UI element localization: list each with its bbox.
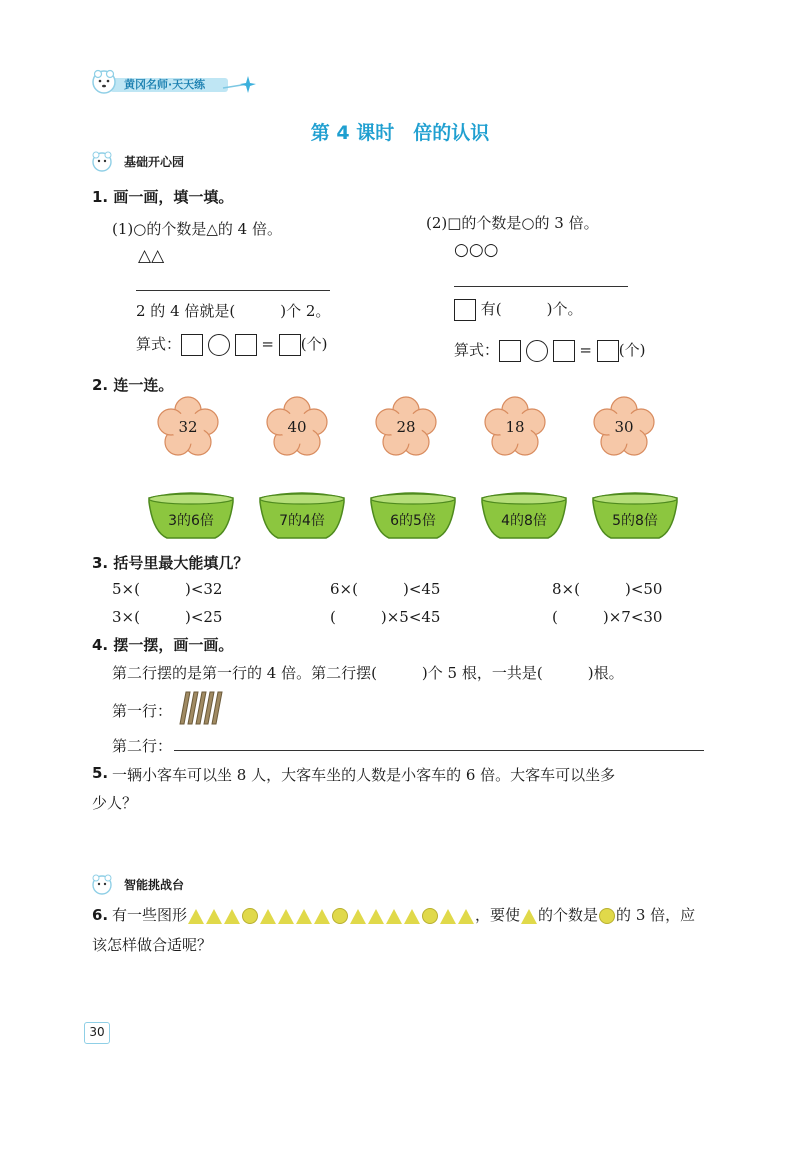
section-header-basic (88, 150, 228, 172)
operator-circle[interactable] (526, 340, 548, 362)
q4-heading: 4. 摆一摆，画一画。 (92, 636, 234, 654)
circle-icon (332, 908, 348, 924)
q3-cell: 8×( )<50 (552, 580, 663, 598)
q1a-draw-line (136, 290, 330, 291)
unit-label: (个) (300, 335, 328, 353)
section-title: 基础开心园 (124, 155, 185, 169)
pot-label: 7的4倍 (279, 513, 325, 529)
q6-line1 (112, 904, 695, 925)
pot-label: 3的6倍 (168, 513, 214, 529)
flower-row (155, 396, 675, 466)
q1-heading: 1. 画一画，填一填。 (92, 188, 234, 206)
q3-cell: 6×( )<45 (330, 580, 441, 598)
unit-label: (个) (618, 341, 646, 359)
triangle-icon (404, 909, 420, 924)
q2-heading: 2. 连一连。 (92, 376, 174, 394)
sticks-icon (172, 690, 224, 726)
circle-icon (599, 908, 615, 924)
circle-icon (422, 908, 438, 924)
q1a-prompt: (1)○的个数是△的 4 倍。 (112, 220, 282, 238)
answer-box[interactable] (279, 334, 301, 356)
flower-item[interactable] (593, 396, 655, 458)
flower-item[interactable] (266, 396, 328, 458)
triangle-icon (458, 909, 474, 924)
q1b-formula (454, 339, 645, 362)
pot-label: 4的8倍 (501, 513, 547, 529)
q4-row1-label: 第一行： (112, 702, 173, 720)
pot-item[interactable] (256, 490, 348, 540)
triangle-icon (521, 909, 537, 924)
triangle-icon (260, 909, 276, 924)
q6-text-d: 的 3 倍，应 (616, 906, 696, 924)
shape-sequence (187, 906, 475, 924)
answer-box[interactable] (553, 340, 575, 362)
flower-number: 30 (614, 418, 634, 436)
section-header-challenge (88, 873, 228, 895)
q1a-fill: 2 的 4 倍就是( )个 2。 (136, 302, 331, 320)
pot-label: 6的5倍 (390, 513, 436, 529)
q4-text: 第二行摆的是第一行的 4 倍。第二行摆( )个 5 根，一共是( )根。 (112, 664, 624, 682)
q6-number: 6. (92, 906, 109, 924)
q5-number: 5. (92, 764, 109, 782)
pot-item[interactable] (589, 490, 681, 540)
formula-label: 算式： (136, 335, 182, 353)
answer-box[interactable] (454, 299, 476, 321)
q1b-fill-row (454, 298, 583, 321)
triangle-icon (440, 909, 456, 924)
pot-item[interactable] (145, 490, 237, 540)
equals-sign: = (261, 335, 274, 353)
bear-icon (88, 873, 118, 895)
page-number: 30 (89, 1025, 105, 1039)
q6-text-a: 有一些图形 (112, 906, 188, 924)
flower-number: 28 (396, 418, 416, 436)
q3-cell: 5×( )<32 (112, 580, 223, 598)
q6-text-b: ，要使 (475, 906, 521, 924)
brand-text: 黄冈名师·天天练 (124, 78, 206, 91)
q3-cell: 3×( )<25 (112, 608, 223, 626)
flower-number: 18 (505, 418, 525, 436)
triangle-icon (278, 909, 294, 924)
q3-cell: ( )×5<45 (330, 608, 441, 626)
pot-item[interactable] (367, 490, 459, 540)
flower-item[interactable] (375, 396, 437, 458)
triangle-icon (296, 909, 312, 924)
answer-box[interactable] (597, 340, 619, 362)
section-title: 智能挑战台 (124, 878, 185, 892)
answer-box[interactable] (181, 334, 203, 356)
flower-item[interactable] (484, 396, 546, 458)
answer-box[interactable] (235, 334, 257, 356)
triangle-icon (368, 909, 384, 924)
q4-draw-line (174, 750, 704, 751)
page-number-box (84, 1022, 110, 1044)
equals-sign: = (579, 341, 592, 359)
triangle-icon (314, 909, 330, 924)
triangle-icon (188, 909, 204, 924)
flower-number: 40 (287, 418, 307, 436)
pot-row (145, 490, 685, 545)
q6-text-c: 的个数是 (538, 906, 599, 924)
triangle-icon (206, 909, 222, 924)
q5-line1: 一辆小客车可以坐 8 人，大客车坐的人数是小客车的 6 倍。大客车可以坐多 (112, 766, 616, 784)
circle-icon (242, 908, 258, 924)
answer-box[interactable] (499, 340, 521, 362)
q1b-draw-line (454, 286, 628, 287)
q5-line2: 少人？ (92, 794, 138, 812)
pot-label: 5的8倍 (612, 513, 658, 529)
q1b-prompt: (2)□的个数是○的 3 倍。 (426, 214, 599, 232)
triangle-icon (386, 909, 402, 924)
q3-cell: ( )×7<30 (552, 608, 663, 626)
page-title: 第 4 课时 倍的认识 (310, 122, 490, 144)
q4-row2-label: 第二行： (112, 737, 173, 755)
flower-number: 32 (178, 418, 198, 436)
q3-heading: 3. 括号里最大能填几？ (92, 554, 249, 572)
q6-line2: 该怎样做合适呢？ (92, 936, 213, 954)
q1b-shapes: ○○○ (454, 240, 499, 260)
bear-icon (88, 150, 118, 172)
q1a-formula (136, 333, 327, 356)
operator-circle[interactable] (208, 334, 230, 356)
q1a-shapes: △△ (138, 246, 165, 266)
triangle-icon (350, 909, 366, 924)
formula-label: 算式： (454, 341, 500, 359)
triangle-icon (224, 909, 240, 924)
header-brand (88, 68, 258, 96)
flower-item[interactable] (157, 396, 219, 458)
pot-item[interactable] (478, 490, 570, 540)
q1b-fill: 有( )个。 (480, 300, 583, 318)
